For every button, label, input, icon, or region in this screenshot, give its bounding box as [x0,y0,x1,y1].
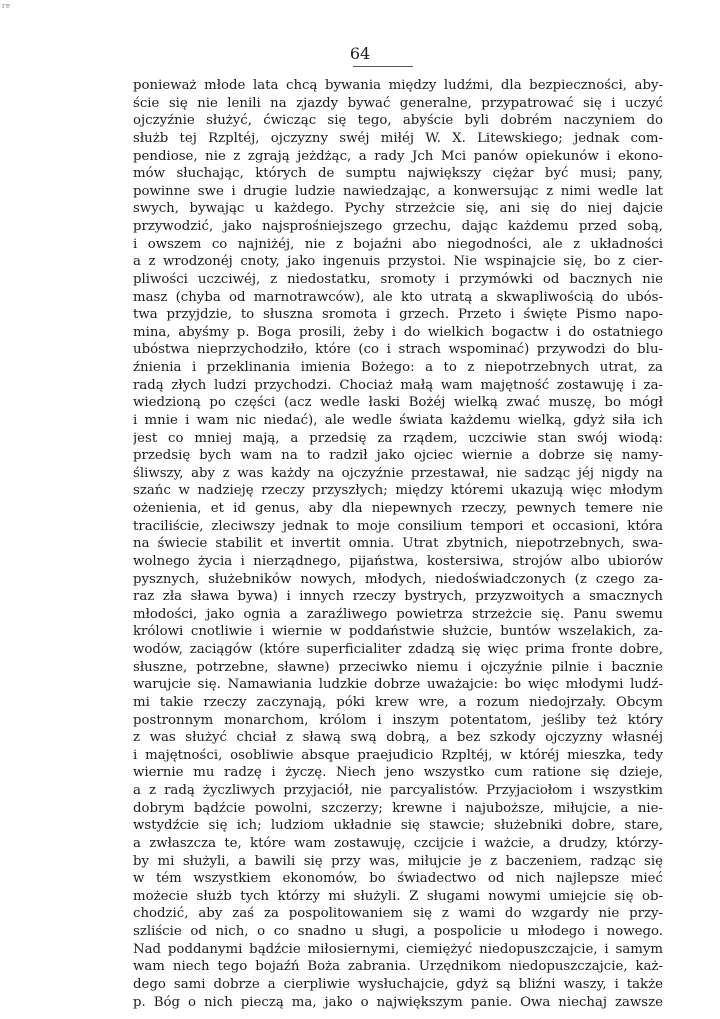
text-line: źnienia i przeklinania imienia Bożego: a to z niepotrzebnych utrat, za [133,360,663,375]
text-line: pendiose, nie z zgrają jeżdżąc, a rady Jch Mci panów opiekunów i ekono- [133,148,663,164]
text-line: przedsię bych wam na to radził jako ojciec wiernie a dobrze się namy- [133,448,663,464]
text-line: ubóstwa nieprzychodziło, które (co i strach wspominać) przywodzi do blu- [133,342,663,358]
text-line: pliwości uczciwéj, z niedostatku, sromoty i przymówki od bacznych nie [133,271,663,287]
page-number: 64 [349,44,371,63]
text-line: mów słuchając, których de sumptu największy ciężar być musi; pany, [133,166,663,182]
text-line: młodości, jako ognia a zaraźliwego powietrza strzeżcie się. Panu swemu [133,606,663,622]
text-line: pysznych, służebników nowych, młodych, niedoświadczonych (z czego za- [133,571,663,587]
text-line: ponieważ młode lata chcą bywania między ludźmi, dla bezpieczności, aby- [133,78,663,93]
text-line: by mi służyli, a bawili się przy was, miłujcie je z baczeniem, radząc się [133,853,663,869]
text-line: a zwłaszcza te, które wam zostawuję, czcijcie i ważcie, a drudzy, którzy- [133,835,663,851]
text-line: i owszem co najniżéj, nie z bojaźni abo niegodności, ale z układności [133,236,663,252]
text-line: możecie służb tych którzy mi służyli. Z sługami nowymi umiejcie się ob- [133,888,663,904]
text-line: wolnego życia i nierządnego, pijaństwa, kostersiwa, strojów albo ubiorów [133,553,663,569]
text-line: Nad poddanymi bądźcie miłosiernymi, ciemiężyć niedopuszczajcie, i samym [133,941,663,957]
text-line: szańc w nadzieję rzeczy przyszłych; między któremi ukazują więc młodym [133,483,663,499]
text-line: radą złych ludzi przychodzi. Chociaż małą wam majętność zostawuję i za- [133,377,663,393]
text-line: masz (chyba od marnotrawców), ale kto utratą a skwapliwością do ubós- [133,289,663,305]
text-line: mi takie rzeczy zaczynają, póki krew wre, a rozum niedojrzały. Obcym [133,694,663,710]
text-line: dobrym bądźcie powolni, szczerzy; krewne i najuboższe, miłujcie, a nie- [133,800,663,816]
text-line: królowi cnotliwie i wiernie w poddaństwie służcie, buntów wszelakich, za- [133,624,663,640]
text-line: ście się nie lenili na zjazdy bywać generalne, przypatrować się i uczyć [133,95,663,111]
text-line: twa przyjdzie, to słuszna sromota i grzech. Przeto i święte Pismo napo- [133,307,663,323]
text-line: wstydźcie się ich; ludziom układnie się stawcie; służebniki dobre, stare, [133,818,663,834]
text-line: dego sami dobrze a cierpliwie wysłuchajcie, gdyż są bliźni waszy, i także [133,976,663,992]
text-line: i mnie i wam nic niedać), ale wedle świata każdemu wielką, gdyż siła ich [133,412,663,428]
text-line: wam niech tego bojaźń Boża zabrania. Urzędnikom niedopuszczajcie, każ- [133,959,663,975]
text-line: wodów, zaciągów (które superficialiter zdadzą się więc prima fronte dobre, [133,642,663,657]
text-line: w tém wszystkiem ekonomów, bo świadectwo od nich najlepsze mieć [133,871,663,887]
text-line: raz zła sława bywa) i innych rzeczy bystrych, przyzwoitych a smacznych [133,589,663,605]
text-line: powinne swe i drugie ludzie nawiedzając, a konwersując z nimi wedle lat [133,183,663,199]
text-line: jest co mniej mają, a przedsię za rządem, uczciwie stan swój wiodą: [133,430,663,446]
text-line: na świecie stabilit et invertit omnia. Utrat zbytnich, niepotrzebnych, swa- [133,536,663,552]
text-line: p. Bóg o nich pieczą ma, jako o największym panie. Owa niechaj zawsze [133,994,663,1010]
text-line: a z wrodzonéj cnoty, jako ingenuis przystoi. Nie wspinajcie się, bo z cier- [133,254,663,270]
text-line: śliwszy, aby z was każdy na ojczyźnie przestawał, nie sadząc jéj nigdy na [133,465,663,481]
text-line: służb tej Rzpltéj, ojczyzny swéj miłéj W. X. Litewskiego; jednak com- [133,130,663,146]
text-line: mina, abyśmy p. Boga prosili, żeby i do wielkich bogactw i do ostatniego [133,324,663,340]
text-line: warujcie się. Namawiania ludzkie dobrze uważajcie: bo więc młodymi ludź- [133,677,663,693]
text-line: traciliście, zleciwszy jednak to moje consilium tempori et occasioni, która [133,518,663,534]
corner-mark: re [2,2,11,10]
text-line: wiedzioną po części (acz wedle łaski Bożéj wielką zwać muszę, bo mógł [133,395,663,411]
text-line: słuszne, potrzebne, sławne) przeciwko niemu i ojczyźnie pilnie i bacznie [133,659,663,675]
text-line: a z radą życzliwych przyjaciół, nie parcyalistów. Przyjaciołom i wszystkim [133,783,663,798]
text-line: chodzić, aby zaś za pospolitowaniem się z wami do wzgardy nie przy- [133,906,663,922]
body-text [133,77,663,1011]
text-line: postronnym monarchom, królom i inszym potentatom, jeśliby też który [133,712,663,728]
text-line: swych, bywając u każdego. Pychy strzeżcie się, ani się do niej dajcie [133,201,663,217]
text-line: ojczyźnie służyć, ćwicząc się tego, abyście byli dobrém naczyniem do [133,113,663,129]
text-line: szliście od nich, o co snadno u sługi, a pospolicie u młodego i nowego. [133,924,663,939]
text-line: przywodzić, jako najsprośniejszego grzechu, dając każdemu przed sobą, [133,219,663,234]
text-line: ożenienia, et id genus, aby dla niepewnych rzeczy, pewnych temere nie [133,501,663,516]
text-line: z was służyć chciał z sławą swą dobrą, a bez szkody ojczyzny własnéj [133,730,663,746]
text-line: wiernie mu radzę i życzę. Niech jeno wszystko cum ratione się dzieje, [133,765,663,781]
page-number-rule [353,66,413,67]
text-line: i majętności, osobliwie absque praejudicio Rzpltéj, w któréj mieszka, tedy [133,747,663,763]
